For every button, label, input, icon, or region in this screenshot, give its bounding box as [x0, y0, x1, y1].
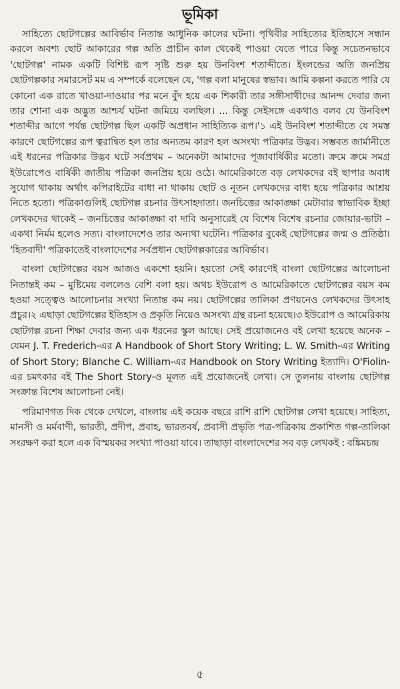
paragraph-2: বাংলা ছোটগল্পের বয়স আজও একশো হয়নি। হয়তো সেই কারণেই বাংলা ছোটগল্পের আলোচনা নিতান্তই কম – মুষ্টিমেয় বললেও বেশি বলা হয়। অথচ ইউরোপ ও আমেরিকাতে ছোটগল্পের বয়স কম হওয়া সত্ত্বেও আলোচনার সংখ্যা নিতান্ত কম নয়। ছোটগল্পের তালিকা প্রণয়নেও লেখকদের উৎসাহ প্রচুর।২ এছাড়া ছোটগল্পের ইতিহাস ও প্রকৃতি নিয়েও অসংখ্য গ্রন্থ রচনা হয়েছে।৩ ইউরোপ ও আমেরিকায় ছোটগল্প রচনা শিক্ষা দেবার জন্য এক ধরনের স্কুল আছে। সেই প্রয়োজনেও বই লেখা হয়েছে অনেক – যেমন J. T. Frederich-এর A Handbook of Short Story Writing; L. W. Smith-এর Writing of Short Story; Blanche C. William-এর Handbook on Story Writing ইত্যাদি। O'Fiolin-এর চমৎকার বই The Short Story-ও মূলত এই প্রয়োজনেই লেখা। সে তুলনায় বাংলায় ছোটগল্প সংক্রান্ত বিশেষ আলোচনা নেই।: [10, 264, 390, 399]
paragraph-3: পরিমাণগত দিক থেকে দেখলে, বাংলায় এই কয়েক বছরে রাশি রাশি ছোটগল্প লেখা হয়েছে। সাহিত্য, মানসী ও মর্মবাণী, ভারতী, প্রদীপ, প্রবাহ, ভারতবর্ষ, প্রবাসী প্রভৃতি পত্র-পত্রিকায় প্রকাশিত গল্প-তালিকা সংরক্ষণ করা হলে এক বিস্ময়কর সংখ্যা পাওয়া যাবে। তাছাড়া বাংলাদেশের সব বড় লেখকই : বঙ্কিমচন্দ্র: [10, 406, 390, 449]
page-title: ভূমিকা: [181, 7, 219, 23]
paragraph-1: সাহিত্যে ছোটগল্পের আবির্ভাব নিতান্ত আধুনিক কালের ঘটনা। পৃথিবীর সাহিত্যের ইতিহাসে সন্ধান করলে অবশ্য ছোট আকারের গল্প অতি প্রাচীন কাল থেকেই পাওয়া যেতে পারে কিন্তু সচেতনভাবে 'ছোটগল্প' নামক একটি বিশিষ্ট রূপ সৃষ্টি শুরু হয় উনবিংশ শতাব্দীতে। ইংলন্ডের অতি জনপ্রিয় ছোটগল্পকার সমারসেট মম এ সম্পর্কে বলেছেন যে, 'গল্প বলা মানুষের স্বভাব। আমি কল্পনা করতে পারি যে কোনো এক রাতে খাওয়া-দাওয়ার পর মনে বুঁদ হয়ে এক শিকারী তার সঙ্গীসাথীদের আনন্দ দেবার জন্য তার শোনা এক অদ্ভুত আশ্চর্য ঘটনা জমিয়ে বলছিল। ... কিন্তু সেইসঙ্গে একথাও বলব যে উনবিংশ শতাব্দীর আগে পর্যন্ত ছোটগল্প ছিল একটি অপ্রধান সাহিত্যিক রূপ।'১ এই উনবিংশ শতাব্দীতে যে সমস্ত কারণে ছোটগল্পের রূপ ত্বরান্বিত হল তার অন্যতম কারণ হল অসংখ্য পত্রিকার উদ্ভব। সম্ভবত জার্মানীতে এই ধরনের পত্রিকার উদ্ভব ঘটে সর্বপ্রথম – অনেকটা আমাদের পূজাবার্ষিকীর মতো। ক্রমে ক্রমে সমগ্র ইউরোপেও বার্ষিকী জাতীয় পত্রিকা জনপ্রিয় হয়ে ওঠে। আমেরিকাতে বড় লেখকদের বই ছাপার অবাধ সুযোগ থাকায় অর্থাৎ কপিরাইটের বাধা না থাকায় ছোট ও নূতন লেখকদের বাধ্য হয়ে পত্রিকার আশ্রয় নিতে হতো। পত্রিকাগুলিই ছোটগল্প রচনার উৎসাহদাতা। জনচিত্তের আকাঙ্ক্ষা মেটাবার স্বাভাবিক ইচ্ছা লেখকদের থাকেই – জনচিত্তের আকাঙ্ক্ষা বা দাবি অনুসারেই যে বিশেষ বিশেষ রচনার জোয়ার-ভাটা – একথা নির্মম হলেও সত্য। বাংলাদেশেও তার অন্যথা ঘটেনি। পত্রিকার বুকেই ছোটগল্পের জন্ম ও প্রতিষ্ঠা। 'হিতবাদী' পত্রিকাতেই বাংলাদেশের সর্বপ্রধান ছোটগল্পকারের আবির্ভাব।: [10, 29, 390, 256]
page-number: ৫: [196, 668, 204, 681]
